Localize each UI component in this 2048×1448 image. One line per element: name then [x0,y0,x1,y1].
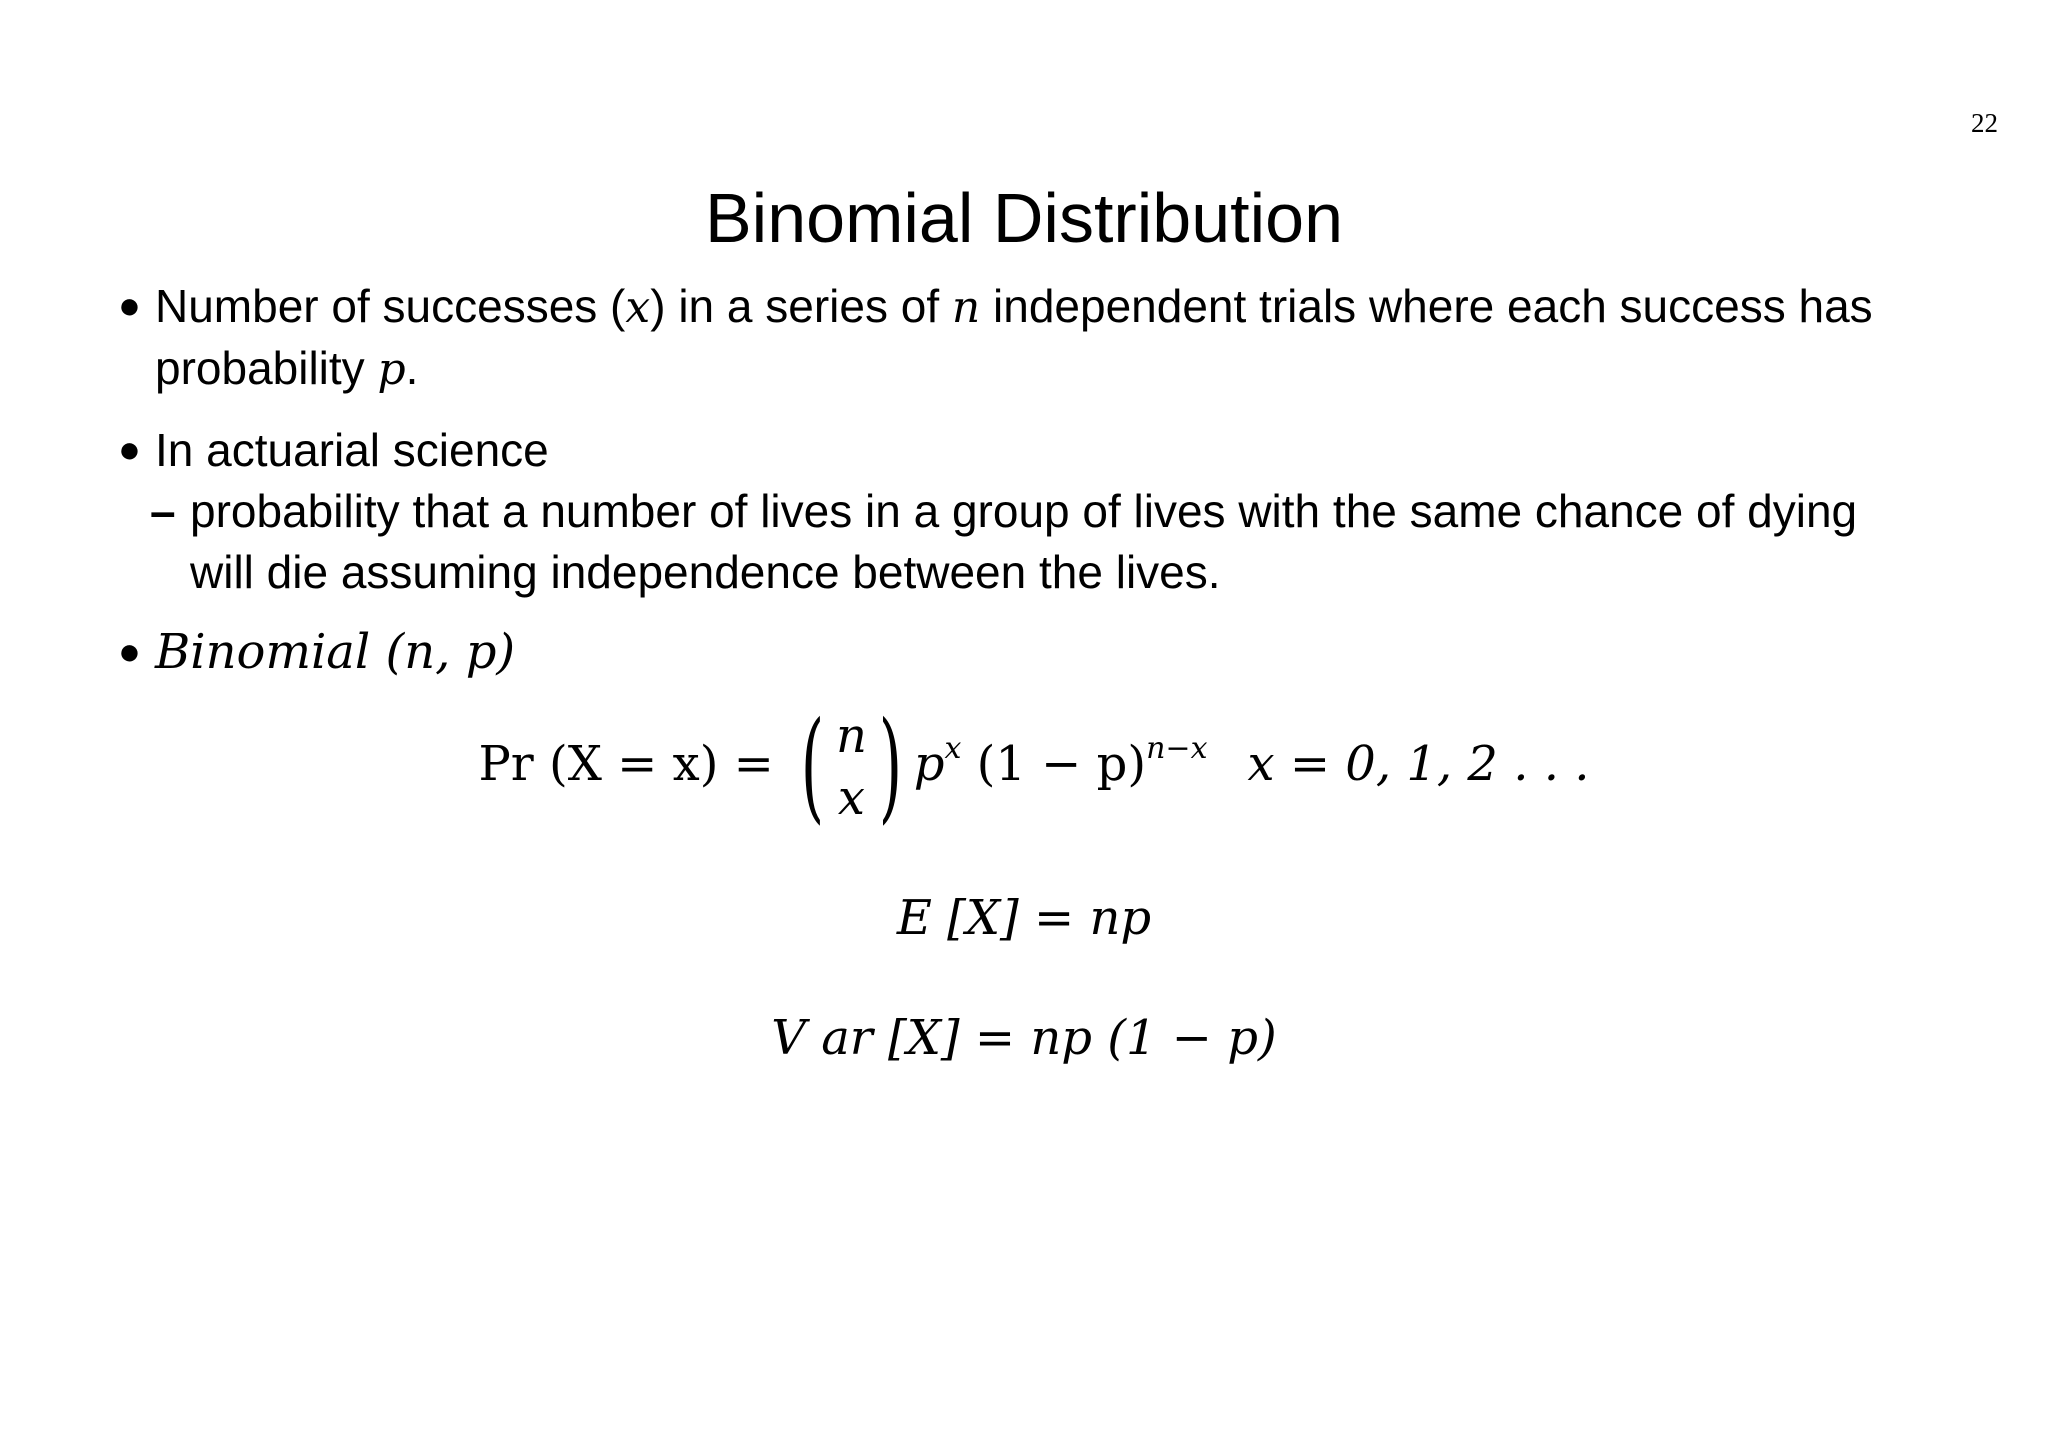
variance-equation: V ar [X] = np (1 − p) [771,1010,1277,1066]
left-paren-icon: ( [800,697,825,836]
binom-bottom: x [837,770,865,826]
right-paren-icon: ) [878,697,903,836]
bullet-item-3 [118,622,1968,683]
bullet-dot-icon: ● [118,429,141,471]
bullet-item-2 [118,420,1968,481]
math-var-x: x [625,282,651,333]
text-segment: Number of successes ( [155,280,626,332]
bullet-text: In actuarial science [155,424,549,476]
text-segment: . [405,342,419,394]
bullet-math-text: Binomial (n, p) [155,624,516,680]
text-segment: independent trials where each success has [980,280,1873,332]
mean-equation: E [X] = np [896,890,1152,946]
binomial-coefficient [789,697,914,836]
math-var-p: p [377,344,406,395]
slide-title: Binomial Distribution [704,179,1344,257]
pmf-exponent-n-minus-x: n−x [1146,730,1208,766]
page-number: 22 [1971,108,1998,138]
pmf-exponent-x: x [944,730,962,766]
sub-bullet-item [150,481,1968,603]
pmf-lhs: Pr (X = x) = [478,735,790,792]
bullet-item-1 [118,276,1968,400]
text-segment: ) in a series of [650,280,952,332]
pmf-range: x = 0, 1, 2 . . . [1247,735,1590,792]
pmf-p: p [913,735,945,792]
text-segment: probability [155,342,378,394]
bullet-dot-icon: ● [118,631,141,673]
pmf-equation [0,697,2048,836]
binom-top: n [835,708,867,764]
dash-icon: – [150,485,176,537]
bullet-text [155,276,1968,400]
bullet-dot-icon: ● [118,285,141,327]
pmf-middle: (1 − p) [961,735,1147,792]
sub-bullet-text [190,481,1968,603]
text-line: will die assuming independence between the lives. [190,546,1221,598]
text-line: probability that a number of lives in a group of lives with the same chance of dying [190,485,1858,537]
math-var-n: n [951,282,981,333]
